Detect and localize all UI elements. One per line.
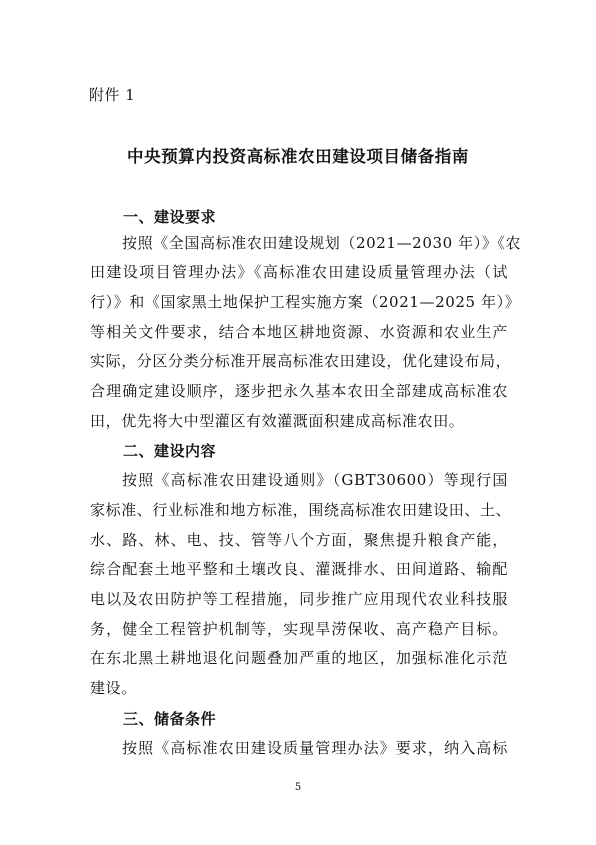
paragraph-line: 合理确定建设顺序，逐步把永久基本农田全部建成高标准农: [90, 382, 508, 400]
paragraph-line: 行）》和《国家黑土地保护工程实施方案（2021—2025 年）》: [90, 293, 521, 311]
section-heading-requirements: 一、建设要求: [123, 208, 217, 226]
paragraph-line: 建设。: [90, 679, 137, 697]
section-heading-content: 二、建设内容: [123, 442, 217, 460]
paragraph-line: 家标准、行业标准和地方标准，围绕高标准农田建设田、土、: [90, 501, 512, 519]
paragraph-line: 水、路、林、电、技、管等八个方面，聚焦提升粮食产能，: [90, 531, 508, 549]
document-title: 中央预算内投资高标准农田建设项目储备指南: [127, 147, 469, 166]
paragraph-line: 实际，分区分类分标准开展高标准农田建设，优化建设布局，: [90, 352, 512, 370]
paragraph-line: 在东北黑土耕地退化问题叠加严重的地区，加强标准化示范: [90, 649, 508, 667]
attachment-label: 附件 1: [89, 86, 136, 104]
paragraph-line: 按照《高标准农田建设通则》（GBT30600）等现行国: [122, 471, 508, 489]
paragraph-line: 按照《高标准农田建设质量管理办法》要求，纳入高标: [122, 739, 508, 757]
paragraph-line: 等相关文件要求，结合本地区耕地资源、水资源和农业生产: [90, 323, 508, 341]
section-heading-reserve-conditions: 三、储备条件: [123, 710, 217, 728]
paragraph-line: 电以及农田防护等工程措施，同步推广应用现代农业科技服: [90, 590, 508, 608]
paragraph-line: 田，优先将大中型灌区有效灌溉面积建成高标准农田。: [90, 412, 465, 430]
page-number: 5: [294, 782, 302, 793]
paragraph-line: 按照《全国高标准农田建设规划（2021—2030 年）》《农: [122, 234, 522, 252]
paragraph-line: 综合配套土地平整和土壤改良、灌溉排水、田间道路、输配: [90, 560, 508, 578]
paragraph-line: 务，健全工程管护机制等，实现旱涝保收、高产稳产目标。: [90, 620, 508, 638]
paragraph-line: 田建设项目管理办法》《高标准农田建设质量管理办法（试: [90, 263, 508, 281]
